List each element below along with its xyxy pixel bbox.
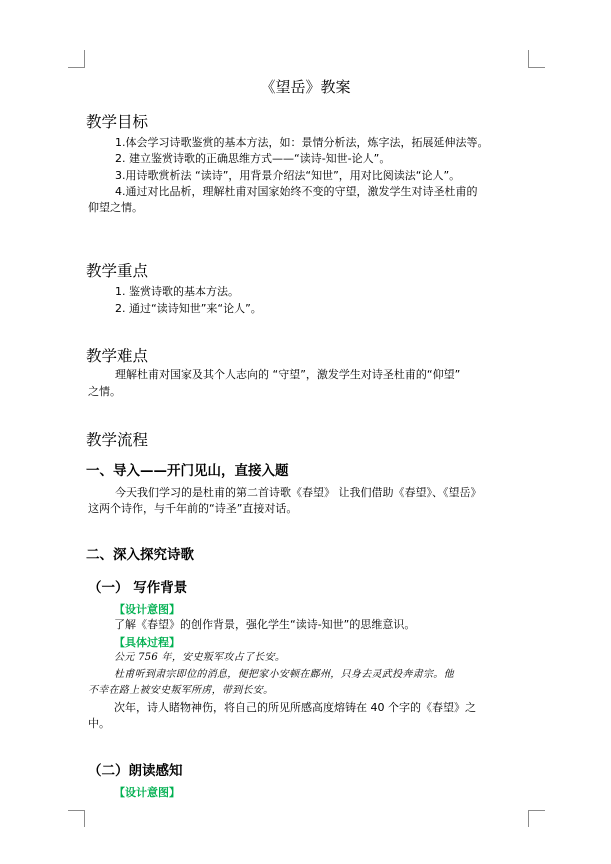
- difficulty-text: 之情。: [88, 385, 121, 398]
- document-title: 《望岳》教案: [260, 78, 351, 96]
- process-detail-tag: 【具体过程】: [114, 636, 180, 649]
- key-point-item: 1. 鉴赏诗歌的基本方法。: [115, 285, 239, 298]
- heading-goals: 教学目标: [86, 113, 149, 131]
- sub2-heading: （二）朗读感知: [88, 763, 183, 779]
- crop-mark: [84, 50, 85, 67]
- difficulty-text: 理解杜甫对国家及其个人志向的 “守望”，激发学生对诗圣杜甫的“仰望”: [115, 368, 461, 381]
- crop-mark: [84, 810, 85, 827]
- crop-mark: [68, 810, 85, 811]
- background-text: 公元 756 年，安史叛军攻占了长安。: [114, 652, 286, 663]
- closing-text: 中。: [88, 717, 110, 730]
- design-intent-text: 了解《春望》的创作背景，强化学生“读诗-知世”的思维意识。: [114, 618, 416, 631]
- closing-text: 次年，诗人睹物神伤，将自己的所见所感高度熔铸在 40 个字的《春望》之: [114, 701, 476, 714]
- goal-item: 2. 建立鉴赏诗歌的正确思维方式——“读诗-知世-论人”。: [115, 152, 391, 165]
- goal-item: 1.体会学习诗歌鉴赏的基本方法，如：景情分析法，炼字法，拓展延伸法等。: [115, 136, 489, 149]
- crop-mark: [528, 810, 529, 827]
- heading-key-points: 教学重点: [86, 262, 149, 280]
- crop-mark: [68, 67, 85, 68]
- part1-text: 今天我们学习的是杜甫的第二首诗歌《春望》 让我们借助《春望》、《望岳》: [115, 486, 482, 499]
- crop-mark: [528, 50, 529, 67]
- key-point-item: 2. 通过“读诗知世”来“论人”。: [115, 302, 262, 315]
- goal-item: 3.用诗歌赏析法 “读诗”，用背景介绍法“知世”，用对比阅读法“论人”。: [115, 169, 461, 182]
- sub1-heading: （一） 写作背景: [88, 580, 188, 596]
- goal-item: 仰望之情。: [88, 201, 143, 214]
- background-text: 不幸在路上被安史叛军所虏，带到长安。: [88, 685, 274, 696]
- crop-mark: [528, 67, 545, 68]
- goal-item: 4.通过对比品析，理解杜甫对国家始终不变的守望，激发学生对诗圣杜甫的: [115, 185, 478, 198]
- crop-mark: [528, 810, 545, 811]
- part1-heading: 一、导入——开门见山，直接入题: [86, 463, 289, 479]
- part2-heading: 二、深入探究诗歌: [86, 547, 194, 563]
- part1-text: 这两个诗作，与千年前的“诗圣”直接对话。: [88, 502, 298, 515]
- heading-process: 教学流程: [86, 431, 149, 449]
- background-text: 杜甫听到肃宗即位的消息，便把家小安顿在鄜州，只身去灵武投奔肃宗。他: [114, 669, 454, 680]
- design-intent-tag: 【设计意图】: [114, 603, 180, 616]
- heading-difficulties: 教学难点: [86, 347, 149, 365]
- design-intent-tag: 【设计意图】: [114, 786, 180, 799]
